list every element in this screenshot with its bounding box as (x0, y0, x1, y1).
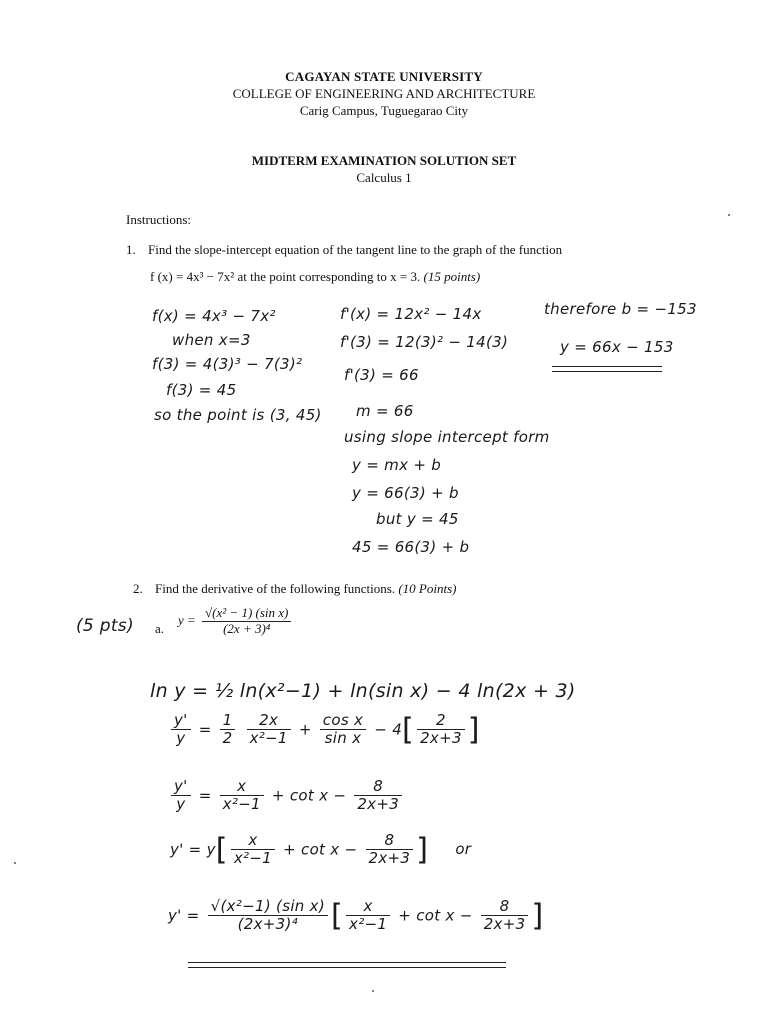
scan-speck (372, 990, 374, 992)
q1-col2-line3: f'(3) = 66 (344, 366, 419, 384)
q2-step3-term3-num: 8 (354, 778, 402, 796)
q2-step2 (168, 712, 480, 748)
q2-step5-factor-den: (2x+3)⁴ (237, 915, 298, 934)
q2-step5-factor-num: √(x²−1) (sin x) (208, 898, 328, 916)
q2-step4-mid: + cot x − (283, 840, 358, 859)
scan-speck (728, 214, 730, 216)
q2-step2-term1-den: x²−1 (249, 729, 288, 748)
exam-subject: Calculus 1 (356, 170, 412, 185)
q2-step4-term3-den: 2x+3 (368, 849, 411, 868)
q2-step5-term3-den: 2x+3 (483, 915, 526, 934)
scan-speck (14, 862, 16, 864)
q2-step5-term1-den: x²−1 (349, 915, 388, 934)
q2-answer-underline-2 (188, 967, 506, 968)
college-name: COLLEGE OF ENGINEERING AND ARCHITECTURE (232, 86, 536, 101)
q2-step3-eq: = (198, 786, 212, 805)
q1-col3-line1: therefore b = −153 (544, 300, 697, 318)
q2-step2-term2-num: cos x (320, 712, 366, 730)
q1-col2-line1: f'(x) = 12x² − 14x (340, 305, 482, 323)
q1-points: (15 points) (423, 269, 481, 284)
q2-step2-term2-den: sin x (324, 729, 362, 748)
q2-part-a-denominator: (2x + 3)⁴ (223, 620, 271, 636)
q2-step1: ln y = ½ ln(x²−1) + ln(sin x) − 4 ln(2x + 3) (150, 680, 576, 702)
q1-col2-line5: using slope intercept form (344, 428, 550, 446)
q1-col3-answer: y = 66x − 153 (560, 338, 674, 356)
q2-step3-term3 (354, 778, 402, 814)
q2-points: (10 Points) (398, 581, 457, 596)
q2-step3-term1 (220, 778, 264, 814)
q1-col1-line2: when x=3 (172, 331, 251, 349)
q2-step3-lhs-den: y (176, 795, 186, 814)
q2-step4-or: or (455, 840, 472, 859)
q2-step5 (168, 898, 543, 934)
q2-number: 2. (133, 581, 143, 596)
right-bracket-icon: ] (467, 712, 480, 748)
q1-col1-line4: f(3) = 45 (166, 381, 237, 399)
q2-part-a-expression (178, 606, 294, 637)
q2-step5-term3 (481, 898, 529, 934)
q2-step5-mid: + cot x − (398, 906, 473, 925)
right-bracket-icon: ] (531, 898, 544, 934)
q2-part-a-fraction (202, 606, 291, 637)
q2-step2-lhs (171, 712, 191, 748)
q2-step4-term3 (366, 832, 414, 868)
left-bracket-icon: [ (331, 898, 344, 934)
q1-answer-underline-1 (552, 366, 662, 367)
q2-step3-term1-den: x²−1 (222, 795, 261, 814)
q2-step4 (170, 832, 471, 868)
q2-step5-term3-num: 8 (481, 898, 529, 916)
q2-step2-term3-num: 2 (417, 712, 465, 730)
q2-text (155, 580, 456, 598)
q2-instruction: Find the derivative of the following functions. (155, 581, 396, 596)
q2-part-a-label: a. (155, 621, 165, 636)
q1-function-statement: f (x) = 4x³ − 7x² at the point corresponding to x = 3. (150, 269, 421, 284)
q1-col2-line9: 45 = 66(3) + b (352, 538, 470, 556)
q1-col2-line8: but y = 45 (376, 510, 459, 528)
q2-step3-term3-den: 2x+3 (357, 795, 400, 814)
left-bracket-icon: [ (402, 712, 415, 748)
q1-text-line2 (150, 268, 480, 286)
q2-part-a-lhs: y = (178, 612, 196, 628)
q2-step2-lhs-num: y' (171, 712, 191, 730)
q1-col2-line4: m = 66 (356, 402, 414, 420)
q2-step2-term2 (320, 712, 366, 748)
q1-col2-line6: y = mx + b (352, 456, 442, 474)
q2-step3 (168, 778, 405, 814)
q1-number: 1. (126, 242, 136, 257)
q2-margin-note: (5 pts) (76, 616, 134, 636)
q2-step3-lhs (171, 778, 191, 814)
q1-col1-line1: f(x) = 4x³ − 7x² (152, 307, 276, 325)
university-name: CAGAYAN STATE UNIVERSITY (285, 69, 483, 84)
q1-answer-underline-2 (552, 371, 662, 372)
q2-step2-term1 (247, 712, 291, 748)
document-header (0, 68, 768, 119)
q1-col1-line3: f(3) = 4(3)³ − 7(3)² (152, 355, 303, 373)
q2-step2-term3-den: 2x+3 (420, 729, 462, 748)
q2-step5-factor (208, 898, 328, 934)
q2-answer-underline-1 (188, 962, 506, 963)
q1-col1-line5: so the point is (3, 45) (154, 406, 322, 424)
q2-step2-term3 (417, 712, 465, 748)
q2-step3-lhs-num: y' (171, 778, 191, 796)
q2-step5-lhs: y' = (168, 906, 200, 925)
q2-step4-term1-den: x²−1 (233, 849, 273, 868)
right-bracket-icon: ] (416, 832, 429, 868)
q2-step5-term1-num: x (346, 898, 390, 916)
q2-step2-half (220, 712, 236, 748)
q2-step4-term3-num: 8 (366, 832, 414, 850)
campus-name: Carig Campus, Tuguegarao City (299, 103, 469, 118)
q2-step2-half-den: 2 (222, 729, 233, 748)
q1-text-line1: Find the slope-intercept equation of the tangent line to the graph of the function (148, 242, 563, 257)
q2-step2-lhs-den: y (176, 729, 186, 748)
exam-title: MIDTERM EXAMINATION SOLUTION SET (251, 153, 517, 168)
q2-step5-term1 (346, 898, 390, 934)
q2-step2-term1-num: 2x (247, 712, 291, 730)
q2-step4-term1-num: x (231, 832, 275, 850)
q2-step4-term1 (231, 832, 275, 868)
q2-step2-plus: + (298, 720, 312, 739)
q2-step3-term1-num: x (220, 778, 264, 796)
q2-step3-mid: + cot x − (271, 786, 347, 805)
q1-col2-line7: y = 66(3) + b (352, 484, 459, 502)
q2-part-a-numerator: √(x² − 1) (sin x) (202, 606, 291, 622)
q2-step4-lhs: y' = y (170, 840, 216, 859)
q2-step2-half-num: 1 (220, 712, 236, 730)
q1-col2-line2: f'(3) = 12(3)² − 14(3) (340, 333, 509, 351)
left-bracket-icon: [ (215, 832, 228, 868)
instructions-label: Instructions: (126, 212, 191, 227)
exam-title-block (0, 152, 768, 186)
q2-step2-eq: = (198, 720, 212, 739)
q2-step2-minus4: − 4 (374, 720, 403, 739)
